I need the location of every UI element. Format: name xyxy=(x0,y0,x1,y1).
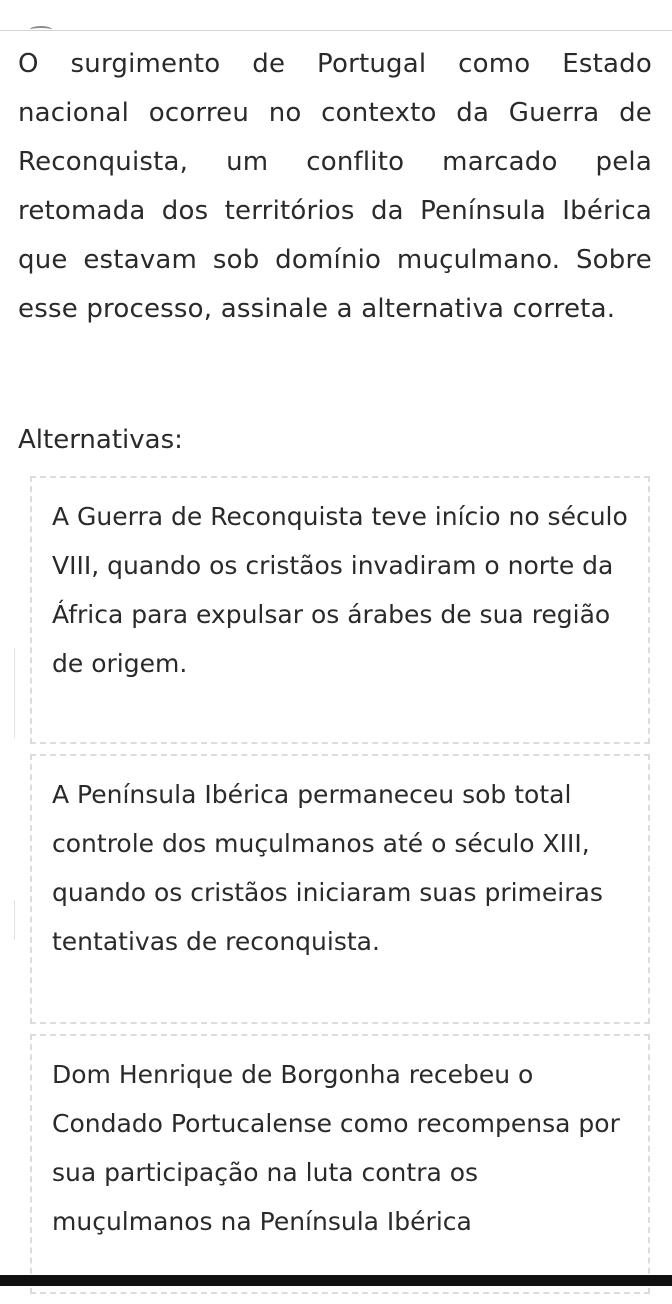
alternative-option-1[interactable]: A Guerra de Reconquista teve início no século VIII, quando os cristãos invadiram o norte da África para expulsar os árabes de sua região de origem. xyxy=(30,476,650,744)
top-divider xyxy=(0,30,672,31)
alternatives-list xyxy=(30,476,650,1304)
bottom-edge-bar xyxy=(0,1275,672,1286)
alternative-option-3[interactable]: Dom Henrique de Borgonha recebeu o Condado Portucalense como recompensa por sua participação na luta contra os muçulmanos na Península Ibérica xyxy=(30,1034,650,1294)
left-guide-line xyxy=(14,648,15,738)
alternative-option-2[interactable]: A Península Ibérica permaneceu sob total controle dos muçulmanos até o século XIII, quando os cristãos iniciaram suas primeiras tentativas de reconquista. xyxy=(30,754,650,1024)
left-guide-line xyxy=(14,900,15,940)
alternatives-heading: Alternativas: xyxy=(18,425,183,455)
question-text: O surgimento de Portugal como Estado nacional ocorreu no contexto da Guerra de Reconquista, um conflito marcado pela retomada dos territórios da Península Ibérica que estavam sob domínio muçulmano. Sobre esse processo, assinale a alternativa correta. xyxy=(18,49,652,324)
